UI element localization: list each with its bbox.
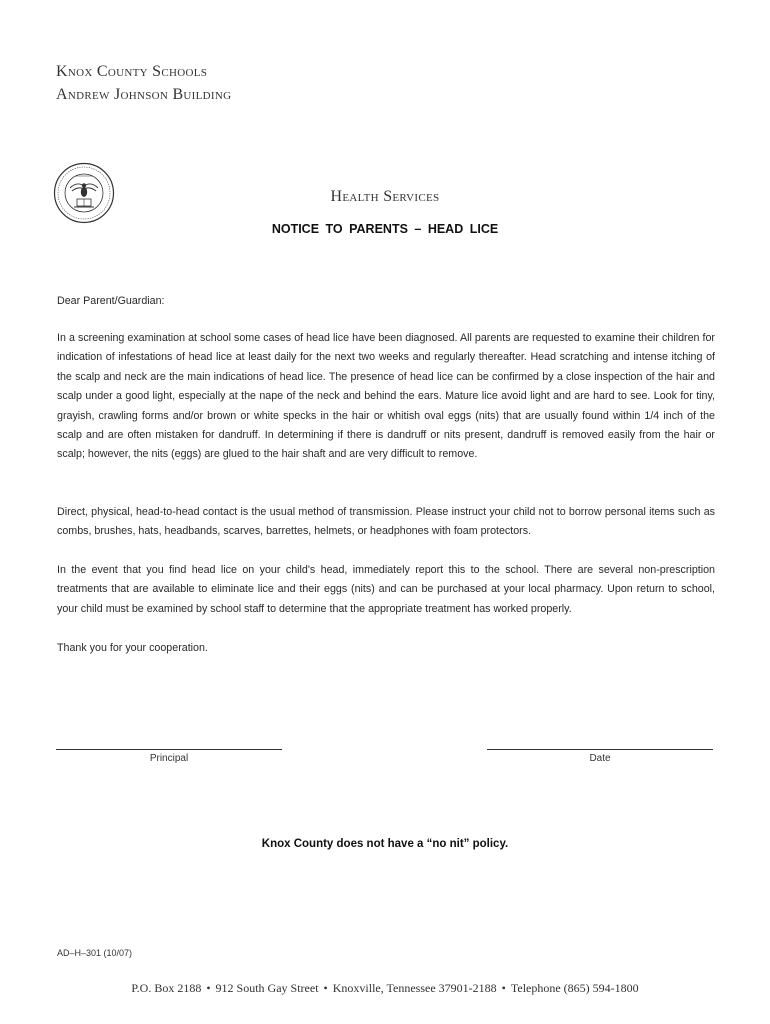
footer-street: 912 South Gay Street xyxy=(215,981,319,995)
principal-label: Principal xyxy=(149,753,189,764)
salutation: Dear Parent/Guardian: xyxy=(57,295,165,307)
bullet-separator: • xyxy=(206,981,211,995)
bullet-separator: • xyxy=(501,981,506,995)
building-name: Andrew Johnson Building xyxy=(56,86,232,103)
date-signature-line xyxy=(487,749,713,750)
paragraph-treatment: In the event that you find head lice on your child's head, immediately report this to the school. There are several non-prescription treatments that are available to eliminate lice and their eggs (nits) and can be purchased at your local pharmacy. Upon return to school, your child must be examined by school staff to determine that the appropriate treatment has worked properly. xyxy=(57,564,715,615)
footer-address xyxy=(0,981,770,996)
letterhead xyxy=(56,60,231,106)
no-nit-policy-note: Knox County does not have a “no nit” policy. xyxy=(261,838,509,850)
notice-title: NOTICE TO PARENTS – HEAD LICE xyxy=(271,222,499,236)
footer-po-box: P.O. Box 2188 xyxy=(131,981,202,995)
paragraph-inspection: In a screening examination at school some cases of head lice have been diagnosed. All parents are requested to examine their children for indication of infestations of head lice at least daily for the next two weeks and regularly thereafter. Head scratching and intense itching of the scalp and neck are the main indications of head lice. The presence of head lice can be confirmed by a close inspection of the hair and scalp under a good light, especially at the nape of the neck and behind the ears. Mature lice avoid light and are hard to see. Look for tiny, grayish, crawling forms and/or brown or white specks in the hair or whitish oval eggs (nits) that are usually found within 1/4 inch of the scalp and are often mistaken for dandruff. In determining if there is dandruff or nits present, dandruff is removed easily from the hair or scalp; however, the nits (eggs) are glued to the hair shaft and are very difficult to remove. xyxy=(57,332,715,461)
paragraph-transmission: Direct, physical, head-to-head contact is the usual method of transmission. Please instruct your child not to borrow personal items such as combs, brushes, hats, headbands, scarves, barrettes, helmets, or headphones with foam protectors. xyxy=(57,506,715,538)
footer-phone: Telephone (865) 594-1800 xyxy=(510,981,639,995)
org-name: Knox County Schools xyxy=(56,63,208,80)
form-code: AD–H–301 (10/07) xyxy=(57,948,133,958)
date-label: Date xyxy=(589,753,611,764)
principal-signature-line xyxy=(56,749,282,750)
closing-line: Thank you for your cooperation. xyxy=(57,642,208,654)
department-title: Health Services xyxy=(330,188,440,205)
bullet-separator: • xyxy=(323,981,328,995)
footer-city: Knoxville, Tennessee 37901-2188 xyxy=(332,981,497,995)
